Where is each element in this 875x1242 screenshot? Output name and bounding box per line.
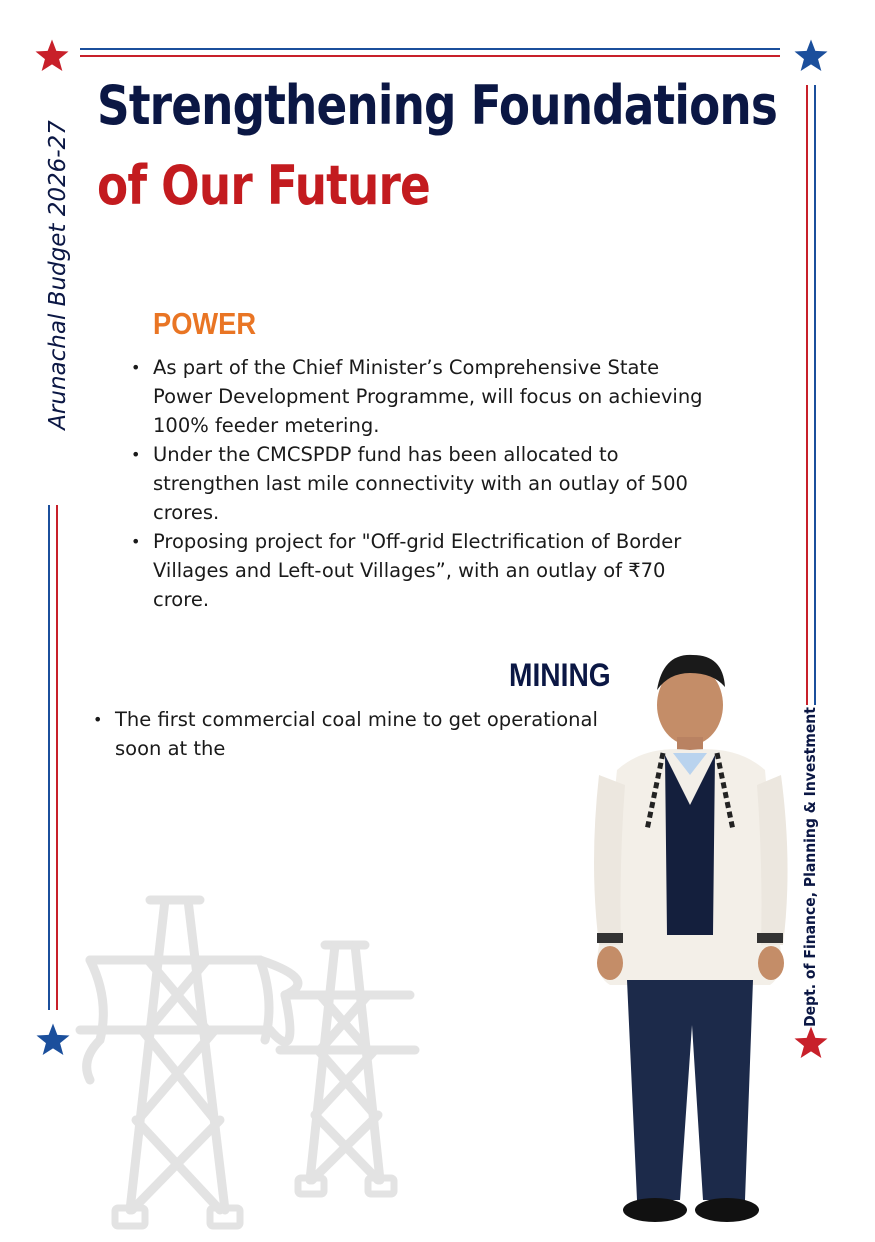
- right-border-line-blue: [814, 85, 816, 705]
- chief-minister-photo: [585, 645, 795, 1235]
- power-item: • Under the CMCSPDP fund has been allocated to strengthen last mile connectivity with an outlay of 500 crores.: [131, 440, 711, 527]
- mining-heading: MINING: [509, 657, 611, 693]
- star-icon-bottom-left: [35, 1022, 71, 1058]
- star-icon-top-left: [34, 38, 70, 74]
- star-icon-bottom-right: [793, 1025, 829, 1061]
- mining-item: • The first commercial coal mine to get operational soon at the: [93, 705, 633, 763]
- power-item: • As part of the Chief Minister’s Comprehensive State Power Development Programme, will focus on achieving 100% feeder metering.: [131, 353, 711, 440]
- top-border-line-red: [80, 55, 780, 57]
- side-label-budget: Arunachal Budget 2026-27: [45, 120, 71, 430]
- left-border-line-blue: [48, 505, 50, 1010]
- left-border-line-red: [56, 505, 58, 1010]
- right-border-line-red: [806, 85, 808, 705]
- power-heading: POWER: [153, 306, 257, 341]
- star-icon-top-right: [793, 38, 829, 74]
- mining-list: [93, 705, 633, 763]
- power-item: • Proposing project for "Off-grid Electrification of Border Villages and Left-out Villages”, with an outlay of ₹70 crore.: [131, 527, 711, 614]
- side-label-department: Dept. of Finance, Planning & Investment: [801, 707, 819, 1027]
- transmission-tower-illustration: [70, 890, 430, 1230]
- page-title-line1: Strengthening Foundations: [97, 74, 778, 137]
- page-title-line2: of Our Future: [97, 154, 430, 217]
- power-list: [131, 353, 711, 614]
- top-border-line-blue: [80, 48, 780, 50]
